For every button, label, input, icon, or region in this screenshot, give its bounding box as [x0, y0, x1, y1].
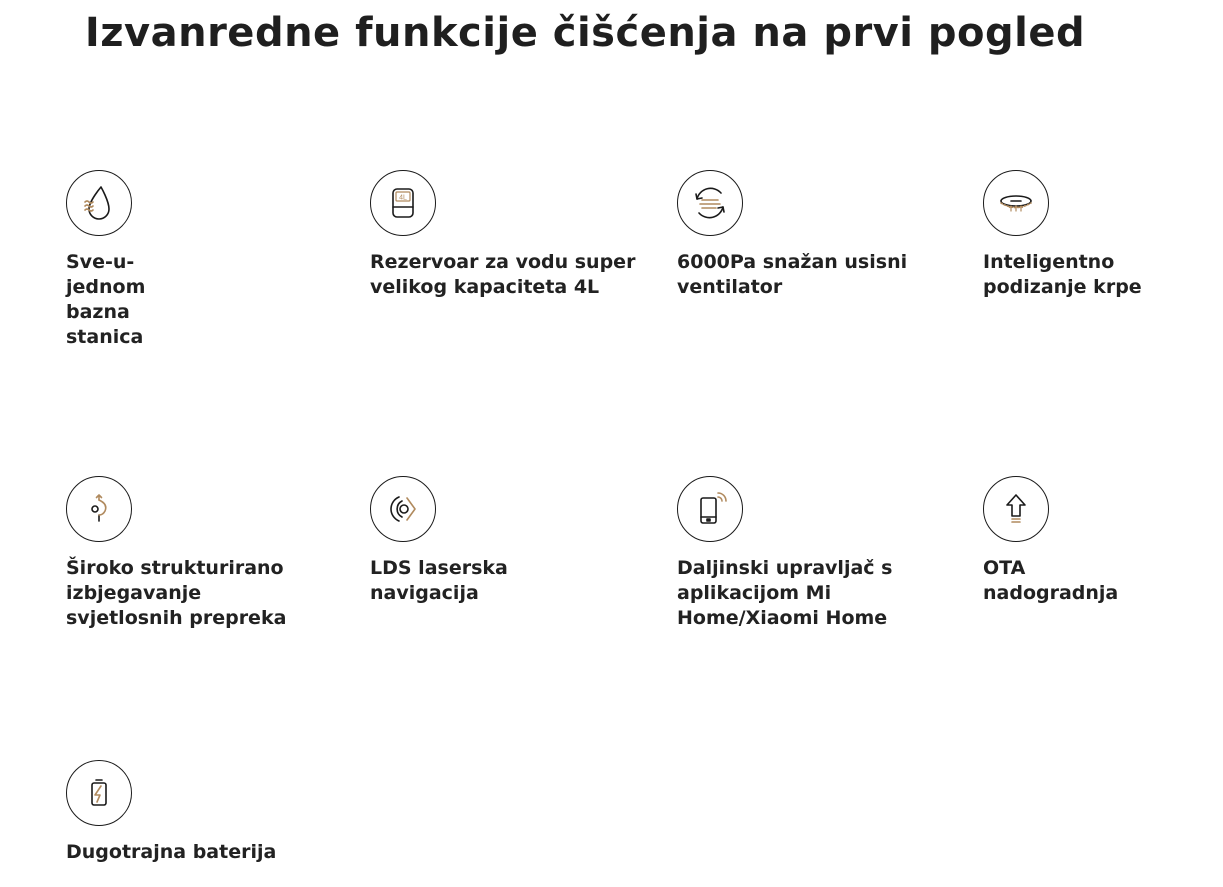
feature-label-line: Inteligentno	[983, 251, 1115, 273]
feature-label-line: podizanje krpe	[983, 276, 1142, 298]
obstacle-avoidance-icon	[66, 476, 132, 542]
feature-label	[66, 556, 356, 631]
mop-lift-icon	[983, 170, 1049, 236]
battery-icon	[66, 760, 132, 826]
feature-label	[983, 250, 1183, 300]
feature-label-line: Dugotrajna baterija	[66, 841, 277, 863]
feature-label	[677, 250, 967, 300]
feature-label-line: 6000Pa snažan usisni	[677, 251, 908, 273]
water-drop-icon	[66, 170, 132, 236]
feature-label-line: velikog kapaciteta 4L	[370, 276, 600, 298]
feature-ota-upgrade	[983, 476, 1183, 606]
feature-label	[370, 556, 660, 606]
feature-label-line: Široko strukturirano	[66, 557, 284, 579]
feature-suction-fan	[677, 170, 967, 300]
feature-label-line: aplikacijom Mi	[677, 582, 832, 604]
lds-laser-icon	[370, 476, 436, 542]
feature-label	[983, 556, 1183, 606]
feature-label-line: Rezervoar za vodu super	[370, 251, 636, 273]
feature-label-line: jednom	[66, 276, 146, 298]
feature-label	[370, 250, 660, 300]
water-tank-4l-icon	[370, 170, 436, 236]
suction-fan-icon	[677, 170, 743, 236]
feature-label-line: svjetlosnih prepreka	[66, 607, 287, 629]
feature-lds-laser	[370, 476, 660, 606]
feature-label-line: bazna	[66, 301, 130, 323]
feature-label-line: izbjegavanje	[66, 582, 202, 604]
feature-label	[66, 250, 206, 350]
feature-water-tank	[370, 170, 660, 300]
feature-label	[677, 556, 967, 631]
feature-label-line: Home/Xiaomi Home	[677, 607, 888, 629]
feature-label-line: navigacija	[370, 582, 479, 604]
feature-label-line: LDS laserska	[370, 557, 508, 579]
feature-all-in-one-station	[66, 170, 206, 350]
phone-remote-icon	[677, 476, 743, 542]
ota-upgrade-icon	[983, 476, 1049, 542]
feature-label-line: ventilator	[677, 276, 783, 298]
feature-label-line: Daljinski upravljač s	[677, 557, 893, 579]
feature-label-line: Sve-u-	[66, 251, 135, 273]
feature-battery	[66, 760, 356, 865]
svg-text:4L: 4L	[399, 194, 407, 202]
feature-label-line: OTA	[983, 557, 1026, 579]
feature-mop-lift	[983, 170, 1183, 300]
feature-label	[66, 840, 356, 865]
feature-remote-app	[677, 476, 967, 631]
feature-obstacle-avoidance	[66, 476, 356, 631]
page-title: Izvanredne funkcije čišćenja na prvi pogled	[84, 10, 1086, 56]
feature-label-line: stanica	[66, 326, 144, 348]
feature-label-line: nadogradnja	[983, 582, 1119, 604]
